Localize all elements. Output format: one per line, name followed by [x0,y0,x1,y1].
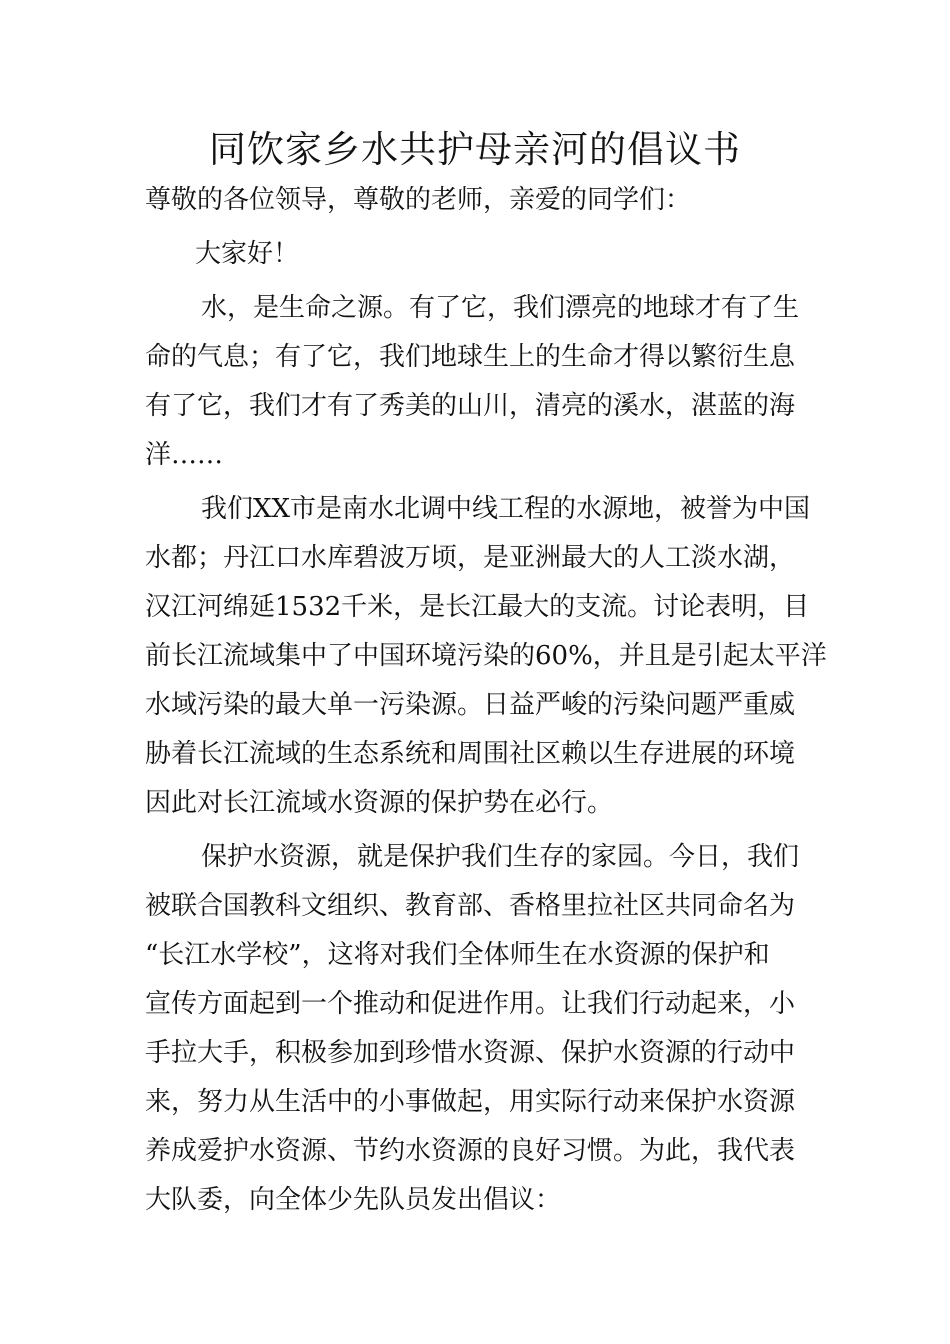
paragraph-2 [145,485,827,828]
paragraph-line: 被联合国教科文组织、教育部、香格里拉社区共同命名为 [145,891,796,921]
paragraph-1 [145,284,807,480]
salutation: 尊敬的各位领导，尊敬的老师，亲爱的同学们： [145,185,692,215]
paragraph-3 [145,833,807,1225]
paragraph-line: 来，努力从生活中的小事做起，用实际行动来保护水资源 [145,1087,796,1117]
paragraph-line: 宣传方面起到一个推动和促进作用。让我们行动起来，小 [145,989,796,1019]
paragraph-line: 前长江流域集中了中国环境污染的60%，并且是引起太平洋 [145,641,827,671]
paragraph-line: 水都；丹江口水库碧波万顷，是亚洲最大的人工淡水湖， [145,543,796,573]
paragraph-line: 保护水资源，就是保护我们生存的家园。今日，我们 [201,842,800,872]
paragraph-line: 我们XX市是南水北调中线工程的水源地，被誉为中国 [201,494,811,524]
paragraph-line: 洋…… [145,440,224,470]
paragraph-line: 水域污染的最大单一污染源。日益严峻的污染问题严重威 [145,690,796,720]
paragraph-line: 胁着长江流域的生态系统和周围社区赖以生存进展的环境 [145,739,796,769]
paragraph-line: 有了它，我们才有了秀美的山川，清亮的溪水，湛蓝的海 [145,391,796,421]
paragraph-line: 养成爱护水资源、节约水资源的良好习惯。为此，我代表 [145,1136,796,1166]
document-title: 同饮家乡水共护母亲河的倡议书 [209,128,741,171]
paragraph-line: 因此对长江流域水资源的保护势在必行。 [145,788,614,818]
paragraph-line: 水，是生命之源。有了它，我们漂亮的地球才有了生 [201,293,800,323]
paragraph-line: “长江水学校”，这将对我们全体师生在水资源的保护和 [145,940,770,970]
document-body [145,176,827,1225]
paragraph-line: 手拉大手，积极参加到珍惜水资源、保护水资源的行动中 [145,1038,796,1068]
paragraph-line: 大队委，向全体少先队员发出倡议： [145,1185,562,1215]
paragraph-line: 命的气息；有了它，我们地球生上的生命才得以繁衍生息 [145,342,796,372]
paragraph-line: 汉江河绵延1532千米，是长江最大的支流。讨论表明，目 [145,592,810,622]
greeting: 大家好！ [195,239,300,269]
